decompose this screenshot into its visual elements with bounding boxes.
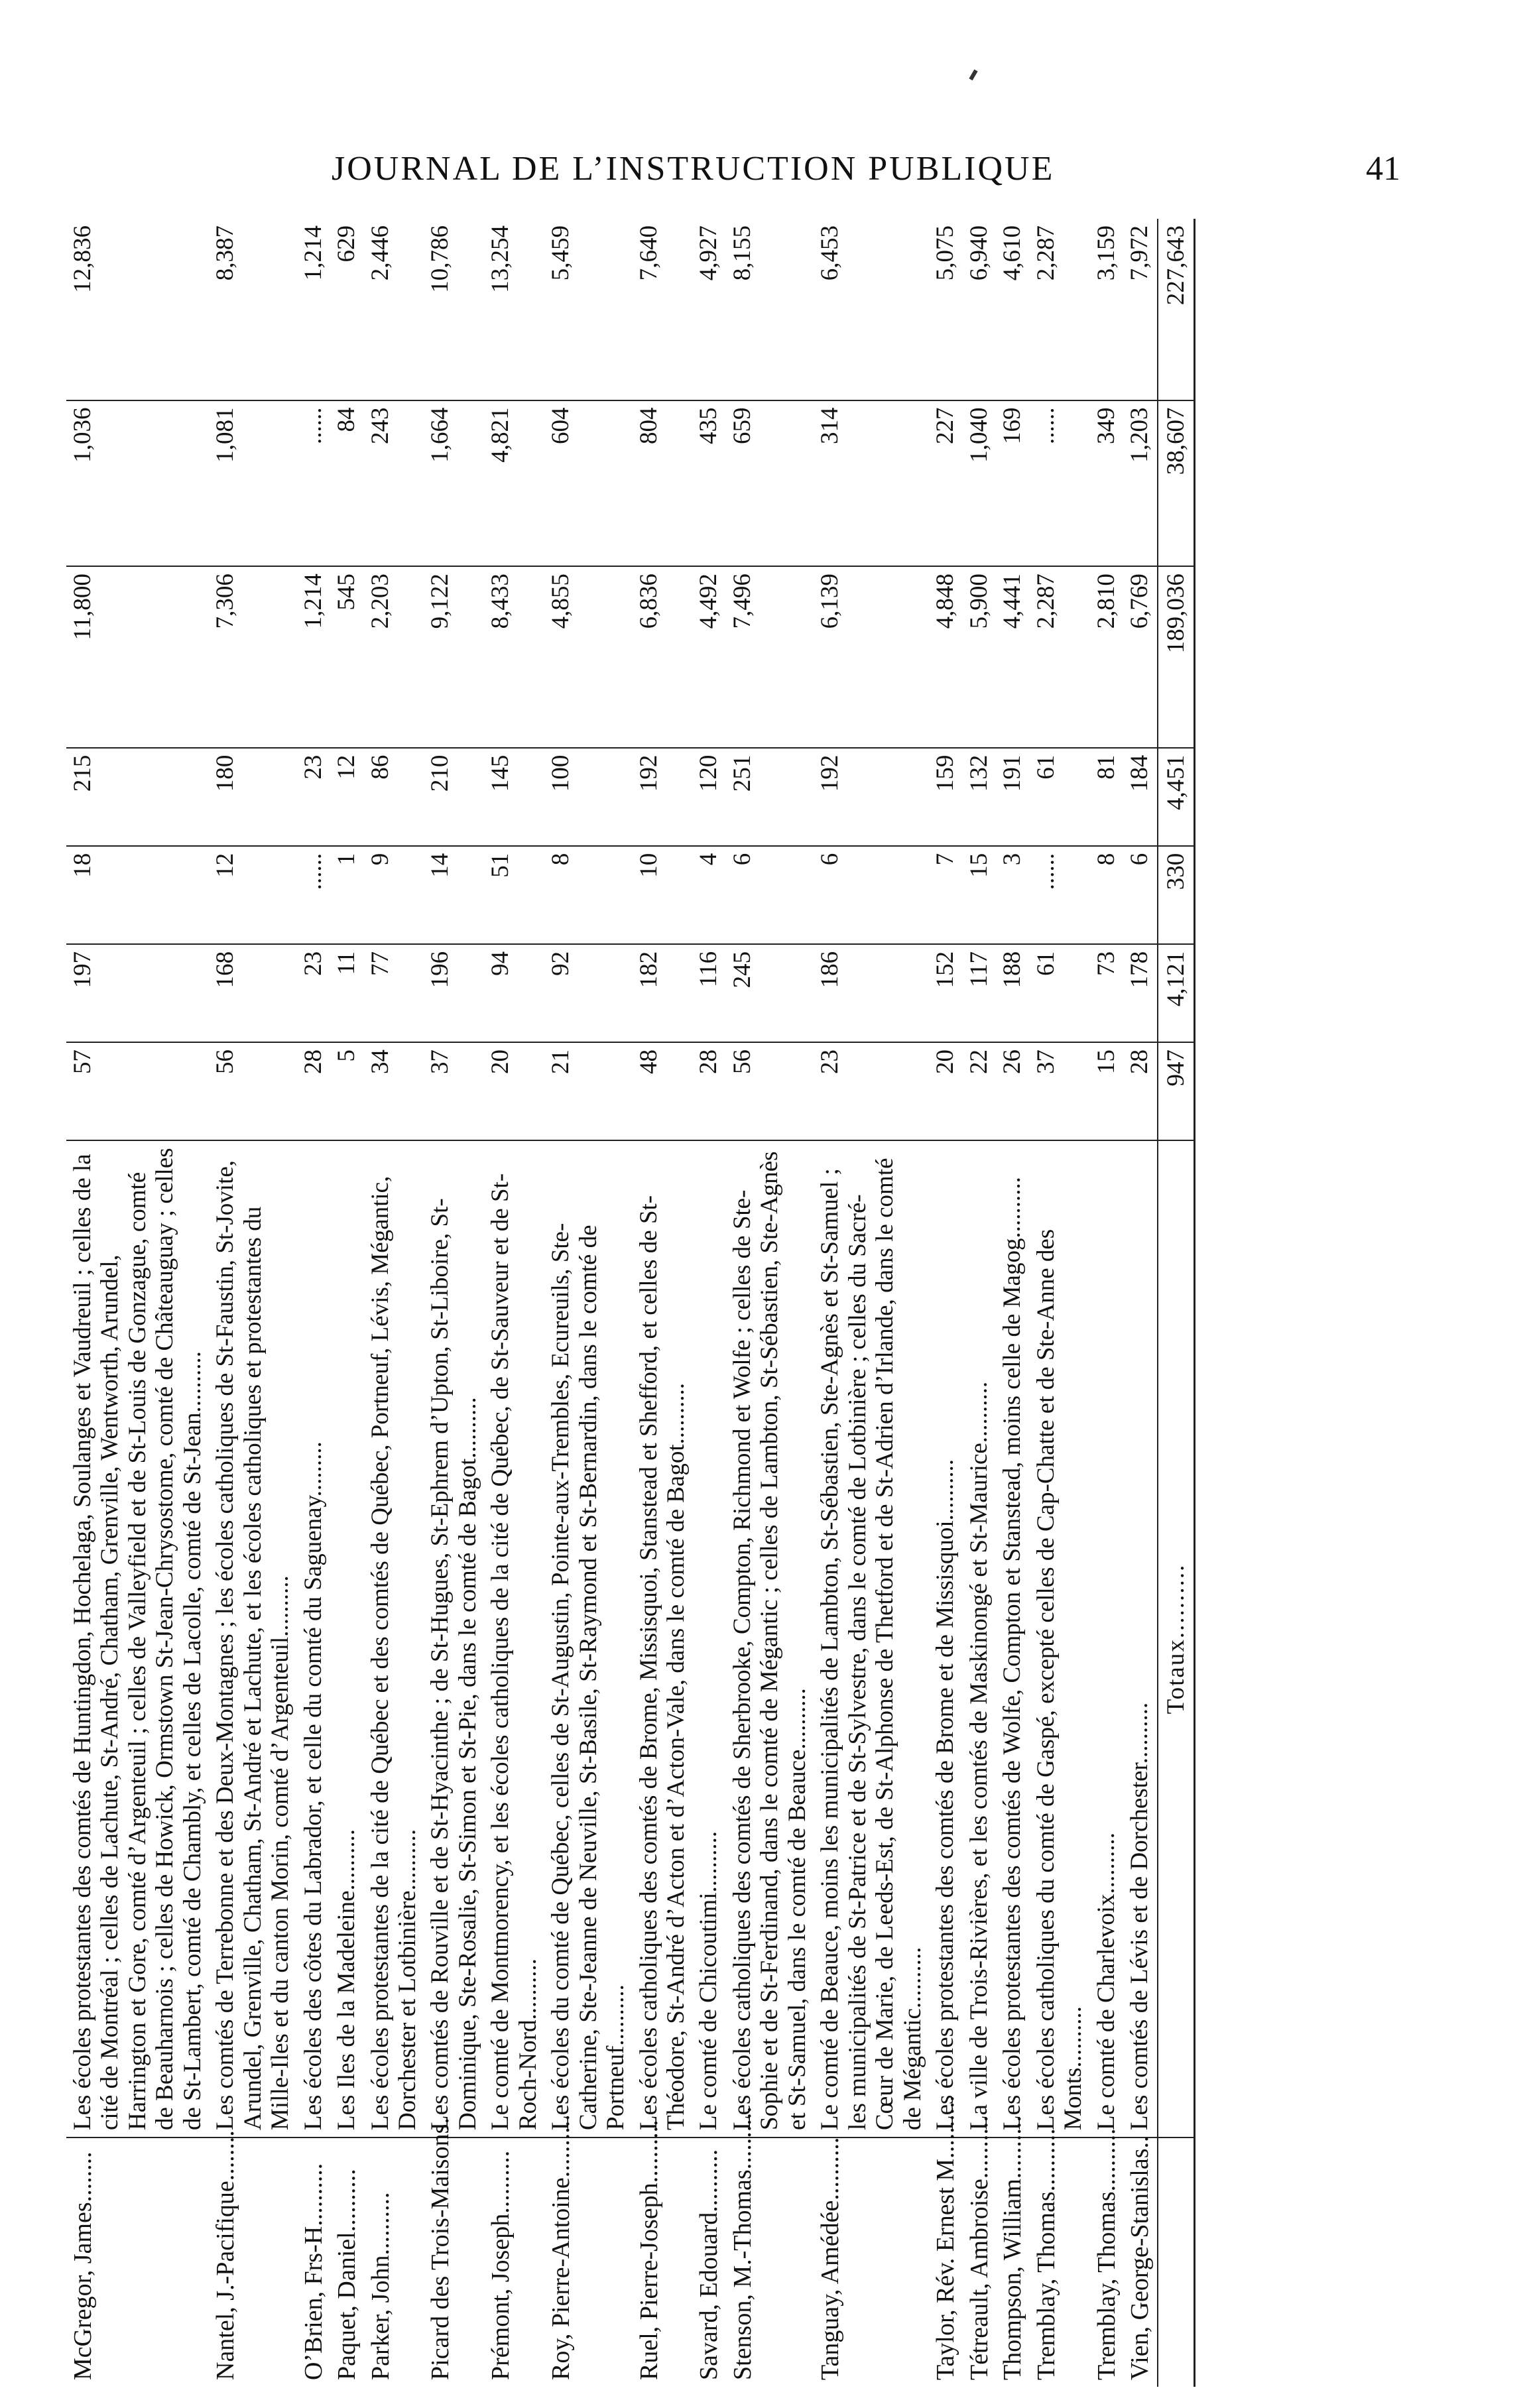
cell-c5: 7,496 <box>726 566 814 747</box>
cell-c5: 6,139 <box>814 566 929 747</box>
totals-spacer <box>1158 2137 1195 2387</box>
inspector-name: Paquet, Daniel.......... <box>333 2169 361 2380</box>
cell-c6: 1,040 <box>963 400 997 567</box>
cell-c7: 7,640 <box>633 219 693 400</box>
cell-c7: 4,927 <box>692 219 726 400</box>
cell-c5: 11,800 <box>66 566 209 747</box>
cell-c6: 1,036 <box>66 400 209 567</box>
cell-c1: 56 <box>726 1042 814 1140</box>
inspector-name: Picard des Trois-Maisons. <box>426 2118 455 2380</box>
table-row <box>1090 219 1124 2387</box>
cell-c3: 8 <box>1090 846 1124 944</box>
cell-c4: 210 <box>424 748 484 846</box>
cell-c3: 6 <box>814 846 929 944</box>
total-c2: 4,121 <box>1158 944 1195 1042</box>
cell-c1: 34 <box>364 1042 424 1140</box>
cell-c2: 92 <box>544 944 632 1042</box>
cell-c7: 4,610 <box>996 219 1030 400</box>
cell-c6: ...... <box>1030 400 1090 567</box>
district-description: Les écoles catholiques du comté de Gaspé, excepté celles de Cap-Chatte et de Ste-Anne des Monts.......... <box>1030 1140 1090 2137</box>
total-c5: 189,036 <box>1158 566 1195 747</box>
cell-c1: 20 <box>484 1042 544 1140</box>
inspector-name: Tremblay, Thomas.......... <box>1092 2128 1121 2380</box>
district-description: Les écoles catholiques des comtés de Sherbrooke, Compton, Richmond et Wolfe ; celles de Ste-Sophie et de St-Ferdinand, dans le comté de Mégantic ; celles de Lambton, St-Sébastien, Ste-Agnès et St-Samuel, dans le comté de Beauce.......... <box>726 1140 814 2137</box>
cell-c6: 659 <box>726 400 814 567</box>
table-row <box>424 219 484 2387</box>
cell-c5: 4,492 <box>692 566 726 747</box>
cell-c1: 20 <box>929 1042 963 1140</box>
cell-c5: 9,122 <box>424 566 484 747</box>
cell-c6: 435 <box>692 400 726 567</box>
cell-c2: 77 <box>364 944 424 1042</box>
cell-c6: 169 <box>996 400 1030 567</box>
table-row <box>963 219 997 2387</box>
cell-c2: 245 <box>726 944 814 1042</box>
cell-c2: 168 <box>209 944 296 1042</box>
cell-c6: 1,081 <box>209 400 296 567</box>
cell-c6: 4,821 <box>484 400 544 567</box>
total-c7: 227,643 <box>1158 219 1195 400</box>
print-speck <box>969 70 977 81</box>
district-description: Les comtés de Lévis et de Dorchester.......... <box>1123 1140 1158 2137</box>
inspector-name: Taylor, Rév. Ernest M.......... <box>932 2095 960 2380</box>
cell-c7: 6,453 <box>814 219 929 400</box>
district-description: Les Iles de la Madeleine.......... <box>330 1140 364 2137</box>
cell-c7: 13,254 <box>484 219 544 400</box>
cell-c2: 186 <box>814 944 929 1042</box>
cell-c7: 629 <box>330 219 364 400</box>
table-row <box>814 219 929 2387</box>
inspector-name: Tanguay, Amédée.......... <box>816 2137 845 2380</box>
cell-c5: 4,848 <box>929 566 963 747</box>
cell-c5: 6,836 <box>633 566 693 747</box>
page-header <box>0 149 1531 196</box>
cell-c7: 1,214 <box>297 219 331 400</box>
cell-c5: 2,203 <box>364 566 424 747</box>
cell-c6: 604 <box>544 400 632 567</box>
cell-c7: 12,836 <box>66 219 209 400</box>
cell-c2: 178 <box>1123 944 1158 1042</box>
table-row <box>1030 219 1090 2387</box>
cell-c3: 18 <box>66 846 209 944</box>
cell-c5: 4,855 <box>544 566 632 747</box>
district-description: Les écoles protestantes des comtés de Wolfe, Compton et Stanstead, moins celle de Magog.......... <box>996 1140 1030 2137</box>
cell-c4: 159 <box>929 748 963 846</box>
cell-c2: 94 <box>484 944 544 1042</box>
cell-c3: 6 <box>1123 846 1158 944</box>
cell-c1: 15 <box>1090 1042 1124 1140</box>
cell-c2: 117 <box>963 944 997 1042</box>
cell-c7: 8,155 <box>726 219 814 400</box>
district-description: Le comté de Chicoutimi.......... <box>692 1140 726 2137</box>
total-c6: 38,607 <box>1158 400 1195 567</box>
district-description: La ville de Trois-Rivières, et les comtés de Maskinongé et St-Maurice.......... <box>963 1140 997 2137</box>
cell-c1: 28 <box>1123 1042 1158 1140</box>
cell-c3: 8 <box>544 846 632 944</box>
inspector-name: Parker, John.......... <box>366 2192 395 2380</box>
district-description: Les comtés de Terrebonne et des Deux-Montagnes ; les écoles catholiques de St-Faustin, St-Jovite, Arundel, Grenville, Chatham, St-André et Lachute, et les écoles catholiques et protestantes du Mille-Iles et du canton Morin, comté d’Argenteuil.......... <box>209 1140 296 2137</box>
cell-c3: 15 <box>963 846 997 944</box>
cell-c4: 100 <box>544 748 632 846</box>
cell-c1: 37 <box>424 1042 484 1140</box>
cell-c1: 5 <box>330 1042 364 1140</box>
cell-c1: 28 <box>692 1042 726 1140</box>
inspector-name: Vien, George-Stanislas.. <box>1126 2136 1154 2380</box>
district-description: Les écoles des côtes du Labrador, et celle du comté du Saguenay......... <box>297 1140 331 2137</box>
cell-c1: 21 <box>544 1042 632 1140</box>
cell-c4: 251 <box>726 748 814 846</box>
cell-c2: 61 <box>1030 944 1090 1042</box>
inspector-name: Nantel, J.-Pacifique........ <box>212 2130 240 2380</box>
rotated-table-container <box>66 219 1426 2387</box>
cell-c5: 1,214 <box>297 566 331 747</box>
cell-c6: 227 <box>929 400 963 567</box>
table-row <box>633 219 693 2387</box>
cell-c7: 2,287 <box>1030 219 1090 400</box>
cell-c4: 184 <box>1123 748 1158 846</box>
cell-c4: 81 <box>1090 748 1124 846</box>
inspector-name: Ruel, Pierre-Joseph.......... <box>635 2120 663 2380</box>
cell-c6: 314 <box>814 400 929 567</box>
table-row <box>996 219 1030 2387</box>
cell-c2: 11 <box>330 944 364 1042</box>
cell-c4: 191 <box>996 748 1030 846</box>
inspector-name: Roy, Pierre-Antoine.......... <box>547 2114 576 2380</box>
cell-c7: 5,459 <box>544 219 632 400</box>
cell-c7: 3,159 <box>1090 219 1124 400</box>
cell-c4: 23 <box>297 748 331 846</box>
inspector-name: Thompson, William.......... <box>999 2116 1027 2380</box>
cell-c2: 188 <box>996 944 1030 1042</box>
cell-c4: 132 <box>963 748 997 846</box>
cell-c3: 12 <box>209 846 296 944</box>
district-description: Les comtés de Rouville et de St-Hyacinthe ; de St-Hugues, St-Ephrem d’Upton, St-Liboire, St-Dominique, Ste-Rosalie, St-Simon et St-Pie, dans le comté de Bagot.......... <box>424 1140 484 2137</box>
cell-c4: 180 <box>209 748 296 846</box>
total-c3: 330 <box>1158 846 1195 944</box>
table-row <box>692 219 726 2387</box>
cell-c3: 3 <box>996 846 1030 944</box>
cell-c2: 197 <box>66 944 209 1042</box>
cell-c1: 56 <box>209 1042 296 1140</box>
cell-c2: 116 <box>692 944 726 1042</box>
table-row <box>297 219 331 2387</box>
cell-c6: 1,664 <box>424 400 484 567</box>
inspector-name: McGregor, James........ <box>69 2151 97 2380</box>
district-description: Les écoles protestantes des comtés de Huntingdon, Hochelaga, Soulanges et Vaudreuil ; celles de la cité de Montréal ; celles de Lachute, St-André, Chatham, Grenville, Wentworth, Arundel, Harrington et Gore, comté d’Argenteuil ; celles de Valleyfield et de St-Louis de Gonzague, comté de Beauharnois ; celles de Howick, Ormstown St-Jean-Chrysostome, comté de Châteauguay ; celles de St-Lambert, comté de Chambly, et celles de Lacolle, comté de St-Jean.......... <box>66 1140 209 2137</box>
cell-c4: 145 <box>484 748 544 846</box>
cell-c2: 182 <box>633 944 693 1042</box>
inspector-name: Prémont, Joseph.......... <box>487 2150 515 2380</box>
cell-c1: 37 <box>1030 1042 1090 1140</box>
cell-c4: 192 <box>633 748 693 846</box>
inspector-name: Stenson, M.-Thomas.......... <box>728 2106 757 2380</box>
cell-c7: 8,387 <box>209 219 296 400</box>
table-row <box>209 219 296 2387</box>
total-c1: 947 <box>1158 1042 1195 1140</box>
cell-c1: 48 <box>633 1042 693 1140</box>
cell-c5: 7,306 <box>209 566 296 747</box>
cell-c3: ...... <box>1030 846 1090 944</box>
cell-c1: 22 <box>963 1042 997 1140</box>
table-row <box>1123 219 1158 2387</box>
cell-c6: 804 <box>633 400 693 567</box>
cell-c3: 1 <box>330 846 364 944</box>
cell-c4: 86 <box>364 748 424 846</box>
cell-c2: 152 <box>929 944 963 1042</box>
cell-c5: 4,441 <box>996 566 1030 747</box>
cell-c2: 23 <box>297 944 331 1042</box>
cell-c6: 1,203 <box>1123 400 1158 567</box>
cell-c5: 2,810 <box>1090 566 1124 747</box>
cell-c6: 243 <box>364 400 424 567</box>
table-row <box>364 219 424 2387</box>
cell-c4: 215 <box>66 748 209 846</box>
table-row <box>484 219 544 2387</box>
cell-c6: 84 <box>330 400 364 567</box>
cell-c1: 26 <box>996 1042 1030 1140</box>
cell-c5: 545 <box>330 566 364 747</box>
cell-c4: 12 <box>330 748 364 846</box>
district-description: Le comté de Beauce, moins les municipalités de Lambton, St-Sébastien, Ste-Agnès et St-Samuel ; les municipalités de St-Patrice et de St-Sylvestre, dans le comté de Lotbinière ; celles du Sacré-Cœur de Marie, de Leeds-Est, de St-Alphonse de Thetford et de St-Adrien d’Irlande, dans le comté de Mégantic.......... <box>814 1140 929 2137</box>
cell-c7: 10,786 <box>424 219 484 400</box>
district-description: Les écoles du comté de Québec, celles de St-Augustin, Pointe-aux-Trembles, Ecureuils, Ste-Catherine, Ste-Jeanne de Neuville, St-Basile, St-Raymond et St-Bernardin, dans le comté de Portneuf.......... <box>544 1140 632 2137</box>
district-description: Le comté de Charlevoix.......... <box>1090 1140 1124 2137</box>
cell-c3: 9 <box>364 846 424 944</box>
inspector-name: O’Brien, Frs-H.......... <box>299 2163 328 2380</box>
cell-c7: 5,075 <box>929 219 963 400</box>
total-c4: 4,451 <box>1158 748 1195 846</box>
cell-c1: 23 <box>814 1042 929 1140</box>
cell-c3: 10 <box>633 846 693 944</box>
cell-c2: 73 <box>1090 944 1124 1042</box>
cell-c5: 2,287 <box>1030 566 1090 747</box>
cell-c7: 6,940 <box>963 219 997 400</box>
table-body <box>66 219 1195 2387</box>
cell-c6: ...... <box>297 400 331 567</box>
table-row <box>544 219 632 2387</box>
cell-c2: 196 <box>424 944 484 1042</box>
cell-c5: 5,900 <box>963 566 997 747</box>
cell-c1: 57 <box>66 1042 209 1140</box>
cell-c3: 4 <box>692 846 726 944</box>
cell-c3: 14 <box>424 846 484 944</box>
cell-c4: 61 <box>1030 748 1090 846</box>
cell-c6: 349 <box>1090 400 1124 567</box>
page-number: 41 <box>1366 150 1400 188</box>
cell-c3: 7 <box>929 846 963 944</box>
district-description: Les écoles catholiques des comtés de Brome, Missisquoi, Stanstead et Shefford, et celles de St-Théodore, St-André d’Acton et d’Acton-Vale, dans le comté de Bagot.......... <box>633 1140 693 2137</box>
district-description: Le comté de Montmorency, et les écoles catholiques de la cité de Québec, de St-Sauveur et de St-Roch-Nord.......... <box>484 1140 544 2137</box>
table-row <box>66 219 209 2387</box>
cell-c5: 6,769 <box>1123 566 1158 747</box>
inspector-name: Tétreault, Ambroise.......... <box>965 2116 993 2380</box>
totals-row <box>1158 219 1195 2387</box>
district-description: Les écoles protestantes de la cité de Québec et des comtés de Québec, Portneuf, Lévis, Mégantic, Dorchester et Lotbinière.......... <box>364 1140 424 2137</box>
cell-c3: 6 <box>726 846 814 944</box>
inspector-name: Tremblay, Thomas.......... <box>1032 2128 1060 2380</box>
inspectors-table <box>66 219 1195 2387</box>
table-row <box>726 219 814 2387</box>
cell-c3: 51 <box>484 846 544 944</box>
cell-c7: 2,446 <box>364 219 424 400</box>
cell-c7: 7,972 <box>1123 219 1158 400</box>
totals-label: Totaux.......... <box>1158 1140 1195 2137</box>
table-row <box>330 219 364 2387</box>
journal-title: JOURNAL DE L’INSTRUCTION PUBLIQUE <box>332 150 1055 188</box>
cell-c4: 120 <box>692 748 726 846</box>
district-description: Les écoles protestantes des comtés de Brome et de Missisquoi.......... <box>929 1140 963 2137</box>
cell-c3: ...... <box>297 846 331 944</box>
inspector-name: Savard, Edouard.......... <box>695 2149 723 2380</box>
cell-c4: 192 <box>814 748 929 846</box>
cell-c1: 28 <box>297 1042 331 1140</box>
cell-c5: 8,433 <box>484 566 544 747</box>
table-row <box>929 219 963 2387</box>
